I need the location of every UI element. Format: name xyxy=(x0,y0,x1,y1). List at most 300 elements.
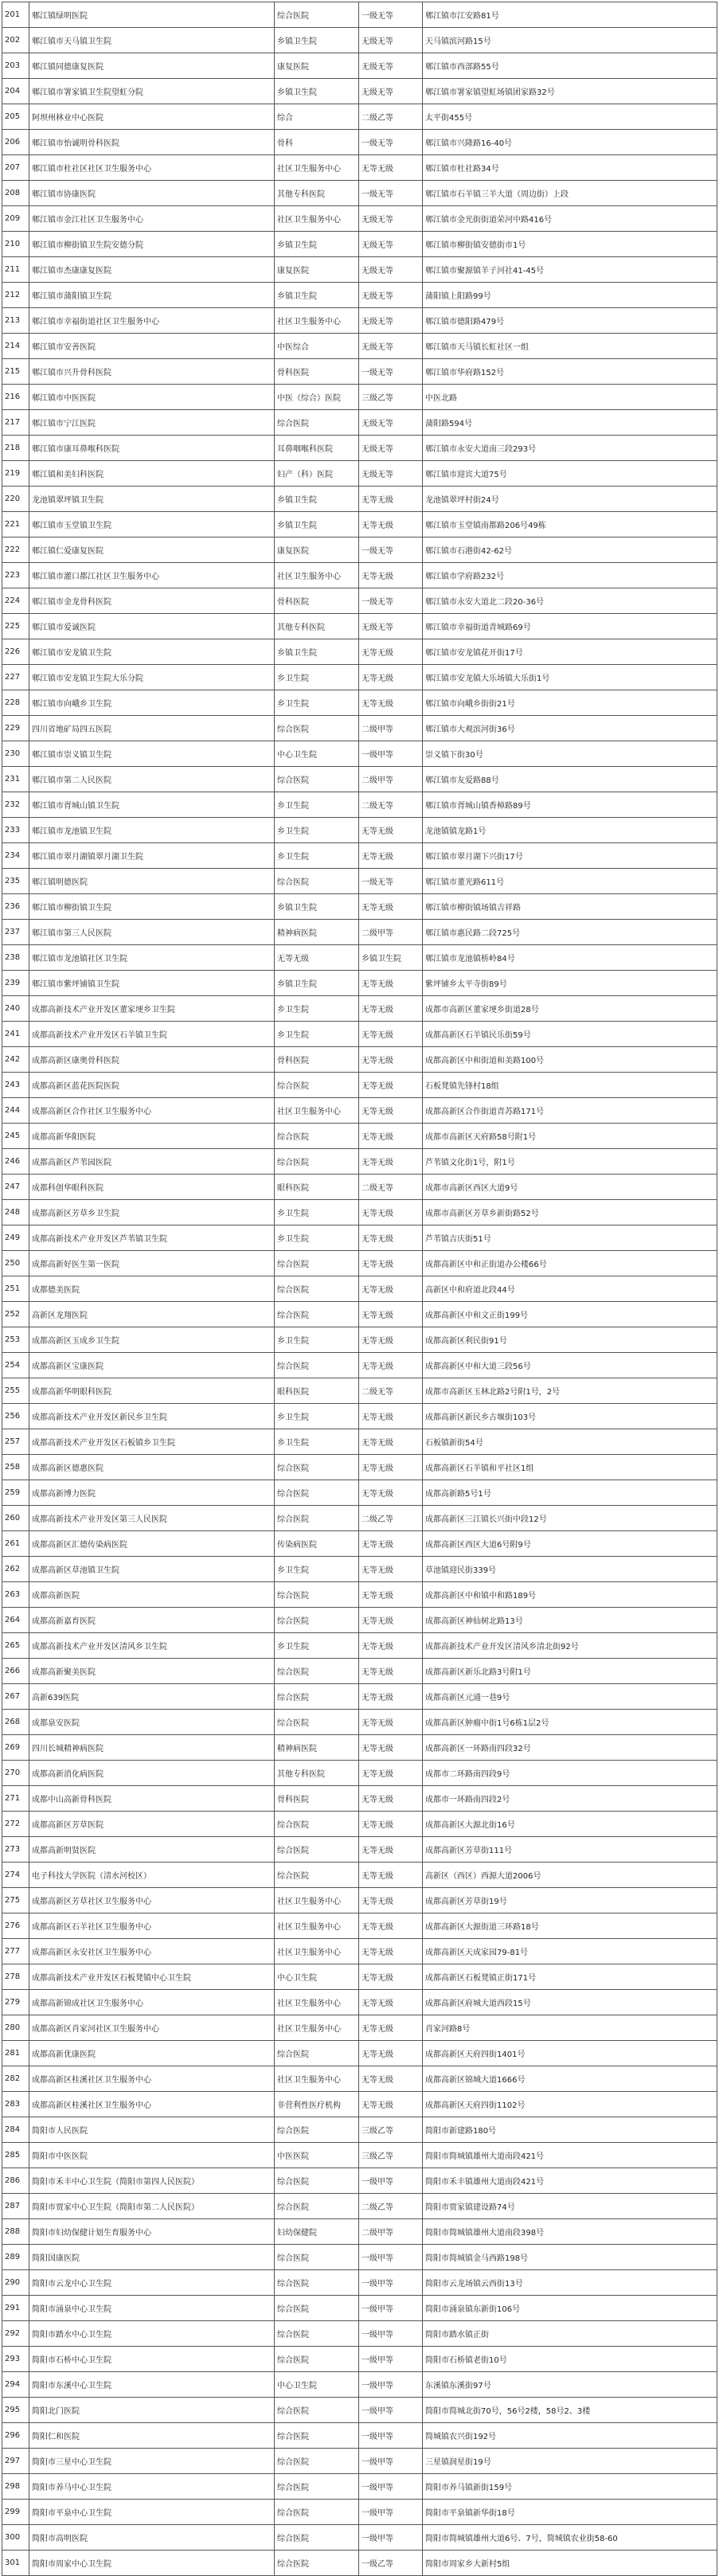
table-row xyxy=(2,2092,717,2117)
hospital-address-cell: 蒲阳路594号 xyxy=(423,410,717,436)
hospital-type-cell: 乡镇卫生院 xyxy=(275,512,359,537)
table-row xyxy=(2,2194,717,2219)
table-row xyxy=(2,410,717,436)
serial-number-cell: 254 xyxy=(2,1353,29,1378)
table-row xyxy=(2,614,717,639)
hospital-name-cell: 阿坝州林业中心医院 xyxy=(29,104,275,130)
table-row xyxy=(2,1863,717,1888)
table-row xyxy=(2,767,717,792)
hospital-type-cell: 精神病医院 xyxy=(275,1735,359,1761)
hospital-address-cell: 草池镇迎民街339号 xyxy=(423,1557,717,1582)
serial-number-cell: 260 xyxy=(2,1506,29,1531)
hospital-address-cell: 成都高新区府城大道西段15号 xyxy=(423,1990,717,2015)
hospital-name-cell: 郫江镇市龙池镇卫生院 xyxy=(29,818,275,843)
hospital-address-cell: 郫江镇市安龙镇大乐场镇大乐街1号 xyxy=(423,665,717,690)
table-row xyxy=(2,2117,717,2143)
hospital-type-cell: 社区卫生服务中心 xyxy=(275,1888,359,1913)
hospital-type-cell: 综合医院 xyxy=(275,1149,359,1175)
hospital-level-cell: 无等无级 xyxy=(359,1913,423,1939)
hospital-type-cell: 中心卫生院 xyxy=(275,2372,359,2398)
hospital-address-cell: 成都高新区元通一巷9号 xyxy=(423,1684,717,1710)
hospital-type-cell: 综合医院 xyxy=(275,1124,359,1149)
hospital-type-cell: 综合医院 xyxy=(275,2423,359,2449)
hospital-name-cell: 成都高新区蓝花医院医院 xyxy=(29,1073,275,1098)
serial-number-cell: 216 xyxy=(2,385,29,410)
hospital-type-cell: 骨科医院 xyxy=(275,1047,359,1073)
serial-number-cell: 209 xyxy=(2,206,29,232)
serial-number-cell: 284 xyxy=(2,2117,29,2143)
hospital-type-cell: 综合医院 xyxy=(275,2296,359,2321)
hospital-name-cell: 郫江镇市金龙骨科医院 xyxy=(29,588,275,614)
hospital-name-cell: 成都高新技术产业开发区董家埂乡卫生院 xyxy=(29,996,275,1022)
hospital-level-cell: 一级无等 xyxy=(359,359,423,385)
table-row xyxy=(2,1812,717,1837)
serial-number-cell: 246 xyxy=(2,1149,29,1175)
hospital-address-cell: 简阳市涌泉镇东新街106号 xyxy=(423,2296,717,2321)
hospital-level-cell: 无等无级 xyxy=(359,1200,423,1225)
hospital-type-cell: 其他专科医院 xyxy=(275,181,359,206)
hospital-type-cell: 其他专科医院 xyxy=(275,1761,359,1786)
hospital-name-cell: 郫江镇市杜社区社区卫生服务中心 xyxy=(29,155,275,181)
hospital-name-cell: 成都高新技术产业开发区第三人民医院 xyxy=(29,1506,275,1531)
table-row xyxy=(2,537,717,563)
serial-number-cell: 250 xyxy=(2,1251,29,1276)
table-row xyxy=(2,2525,717,2551)
serial-number-cell: 273 xyxy=(2,1837,29,1863)
hospital-type-cell: 综合医院 xyxy=(275,2398,359,2423)
serial-number-cell: 253 xyxy=(2,1327,29,1353)
serial-number-cell: 292 xyxy=(2,2321,29,2347)
hospital-address-cell: 郫江镇市翠月湖下兴街17号 xyxy=(423,843,717,869)
serial-number-cell: 247 xyxy=(2,1175,29,1200)
hospital-type-cell: 综合医院 xyxy=(275,1710,359,1735)
table-row xyxy=(2,512,717,537)
hospital-address-cell: 天马镇滨河路15号 xyxy=(423,28,717,53)
hospital-level-cell: 无等无级 xyxy=(359,2041,423,2066)
hospital-name-cell: 四川省地矿局四五医院 xyxy=(29,716,275,741)
table-row xyxy=(2,1149,717,1175)
hospital-address-cell: 成都高新区芳草街111号 xyxy=(423,1837,717,1863)
hospital-type-cell: 综合 xyxy=(275,104,359,130)
serial-number-cell: 296 xyxy=(2,2423,29,2449)
hospital-address-cell: 简阳市简城镇雄州大道6号、7号，简城镇农业街58-60 xyxy=(423,2525,717,2551)
table-row xyxy=(2,1710,717,1735)
hospital-type-cell: 乡镇卫生院 xyxy=(275,283,359,308)
hospital-name-cell: 简阳市中医医院 xyxy=(29,2143,275,2168)
table-row xyxy=(2,1786,717,1812)
hospital-address-cell: 郫江镇市杜社路34号 xyxy=(423,155,717,181)
table-row xyxy=(2,1659,717,1684)
table-row xyxy=(2,2270,717,2296)
serial-number-cell: 212 xyxy=(2,283,29,308)
hospital-address-cell: 成都高新区大源街道三环路18号 xyxy=(423,1913,717,1939)
table-row xyxy=(2,2449,717,2474)
table-row xyxy=(2,1429,717,1455)
table-row xyxy=(2,257,717,283)
serial-number-cell: 290 xyxy=(2,2270,29,2296)
hospital-name-cell: 简阳北门医院 xyxy=(29,2398,275,2423)
hospital-name-cell: 成都高新区桂溪社区卫生服务中心 xyxy=(29,2092,275,2117)
table-row xyxy=(2,563,717,588)
hospital-name-cell: 成都高新技术产业开发区石羊镇卫生院 xyxy=(29,1022,275,1047)
hospital-type-cell: 综合医院 xyxy=(275,2117,359,2143)
hospital-address-cell: 郫江镇市向峨乡街街21号 xyxy=(423,690,717,716)
hospital-name-cell: 郫江镇市爱诚医院 xyxy=(29,614,275,639)
table-row xyxy=(2,1175,717,1200)
serial-number-cell: 228 xyxy=(2,690,29,716)
hospital-level-cell: 一级甲等 xyxy=(359,2321,423,2347)
hospital-address-cell: 太平街455号 xyxy=(423,104,717,130)
serial-number-cell: 280 xyxy=(2,2015,29,2041)
hospital-type-cell: 妇幼保健院 xyxy=(275,2219,359,2245)
hospital-address-cell: 成都高新区天成家园79-81号 xyxy=(423,1939,717,1964)
hospital-type-cell: 乡镇卫生院 xyxy=(275,487,359,512)
table-row xyxy=(2,2551,717,2576)
hospital-name-cell: 成都高新锦成社区卫生服务中心 xyxy=(29,1990,275,2015)
hospital-type-cell: 乡卫生院 xyxy=(275,690,359,716)
hospital-level-cell: 无级无等 xyxy=(359,334,423,359)
table-row xyxy=(2,2500,717,2525)
hospital-type-cell: 乡镇卫生院 xyxy=(275,639,359,665)
serial-number-cell: 276 xyxy=(2,1913,29,1939)
serial-number-cell: 231 xyxy=(2,767,29,792)
hospital-type-cell: 中心卫生院 xyxy=(275,1964,359,1990)
table-row xyxy=(2,283,717,308)
hospital-address-cell: 成都高新区天府四街1401号 xyxy=(423,2041,717,2066)
hospital-type-cell: 综合医院 xyxy=(275,1812,359,1837)
hospital-level-cell: 无等无级 xyxy=(359,1098,423,1124)
hospital-name-cell: 高新639医院 xyxy=(29,1684,275,1710)
serial-number-cell: 249 xyxy=(2,1225,29,1251)
hospital-type-cell: 乡卫生院 xyxy=(275,996,359,1022)
hospital-name-cell: 郫江镇市向峨乡卫生院 xyxy=(29,690,275,716)
hospital-address-cell: 简阳市简城镇雄州大道南段421号 xyxy=(423,2143,717,2168)
hospital-type-cell: 综合医院 xyxy=(275,2,359,28)
hospital-level-cell: 无等无级 xyxy=(359,1710,423,1735)
table-row xyxy=(2,1251,717,1276)
hospital-address-cell: 成都高新区西区大道6号附9号 xyxy=(423,1531,717,1557)
serial-number-cell: 204 xyxy=(2,79,29,104)
hospital-level-cell: 无等无级 xyxy=(359,1608,423,1633)
table-row xyxy=(2,2321,717,2347)
hospital-name-cell: 郫江镇市中医医院 xyxy=(29,385,275,410)
hospital-level-cell: 一级甲等 xyxy=(359,2270,423,2296)
hospital-level-cell: 无等无级 xyxy=(359,1761,423,1786)
hospital-address-cell: 郫江镇市幸福街道青城路69号 xyxy=(423,614,717,639)
table-row xyxy=(2,1302,717,1327)
table-row xyxy=(2,1735,717,1761)
hospital-type-cell: 综合医院 xyxy=(275,767,359,792)
hospital-type-cell: 乡卫生院 xyxy=(275,1327,359,1353)
serial-number-cell: 259 xyxy=(2,1480,29,1506)
hospital-name-cell: 郫江镇市天马镇卫生院 xyxy=(29,28,275,53)
hospital-level-cell: 无等无级 xyxy=(359,1837,423,1863)
hospital-level-cell: 无等无级 xyxy=(359,1939,423,1964)
hospital-address-cell: 成都高新区天府四街1102号 xyxy=(423,2092,717,2117)
hospital-name-cell: 成都高新聚美医院 xyxy=(29,1659,275,1684)
hospital-type-cell: 中医医院 xyxy=(275,2143,359,2168)
serial-number-cell: 293 xyxy=(2,2347,29,2372)
serial-number-cell: 222 xyxy=(2,537,29,563)
serial-number-cell: 236 xyxy=(2,894,29,920)
hospital-type-cell: 综合医院 xyxy=(275,2449,359,2474)
hospital-type-cell: 乡卫生院 xyxy=(275,1633,359,1659)
hospital-type-cell: 综合医院 xyxy=(275,2245,359,2270)
hospital-address-cell: 郫江镇市柳街镇场镇吉祥路 xyxy=(423,894,717,920)
hospital-address-cell: 蒲阳镇上阳路99号 xyxy=(423,283,717,308)
hospital-level-cell: 一级甲等 xyxy=(359,2168,423,2194)
hospital-name-cell: 电子科技大学医院（清水河校区） xyxy=(29,1863,275,1888)
hospital-type-cell: 眼科医院 xyxy=(275,1175,359,1200)
hospital-name-cell: 成都德美医院 xyxy=(29,1276,275,1302)
hospital-address-cell: 郫江镇市德阳路479号 xyxy=(423,308,717,334)
hospital-address-cell: 简阳市简城镇金马西路198号 xyxy=(423,2245,717,2270)
hospital-level-cell: 无级无等 xyxy=(359,461,423,487)
table-row xyxy=(2,104,717,130)
hospital-name-cell: 郫江镇市龙池镇社区卫生院 xyxy=(29,945,275,971)
table-row xyxy=(2,818,717,843)
hospital-name-cell: 郫江镇市崇义镇卫生院 xyxy=(29,741,275,767)
table-row xyxy=(2,1582,717,1608)
table-row xyxy=(2,2372,717,2398)
serial-number-cell: 237 xyxy=(2,920,29,945)
hospital-level-cell: 无等无级 xyxy=(359,1251,423,1276)
table-row xyxy=(2,716,717,741)
table-row xyxy=(2,920,717,945)
hospital-type-cell: 传染病医院 xyxy=(275,1531,359,1557)
hospital-type-cell: 综合医院 xyxy=(275,1506,359,1531)
hospital-level-cell: 二级甲等 xyxy=(359,716,423,741)
hospital-address-cell: 成都市高新区玉林北路2号附1号，2号 xyxy=(423,1378,717,1404)
serial-number-cell: 295 xyxy=(2,2398,29,2423)
table-row xyxy=(2,1073,717,1098)
serial-number-cell: 300 xyxy=(2,2525,29,2551)
table-row xyxy=(2,232,717,257)
hospital-name-cell: 高新区龙翔医院 xyxy=(29,1302,275,1327)
table-row xyxy=(2,79,717,104)
hospital-level-cell: 无等无级 xyxy=(359,155,423,181)
serial-number-cell: 202 xyxy=(2,28,29,53)
serial-number-cell: 283 xyxy=(2,2092,29,2117)
serial-number-cell: 229 xyxy=(2,716,29,741)
hospital-name-cell: 成都高新区汇德传染病医院 xyxy=(29,1531,275,1557)
hospital-type-cell: 社区卫生服务中心 xyxy=(275,2015,359,2041)
hospital-address-cell: 郫江镇市华府路152号 xyxy=(423,359,717,385)
hospital-name-cell: 简阳市贾家中心卫生院（简阳市第二人民医院） xyxy=(29,2194,275,2219)
hospital-address-cell: 成都高新区中和大道三段56号 xyxy=(423,1353,717,1378)
hospital-address-cell: 成都高新区大源北街16号 xyxy=(423,1812,717,1837)
serial-number-cell: 213 xyxy=(2,308,29,334)
table-row xyxy=(2,2143,717,2168)
hospital-level-cell: 无等无级 xyxy=(359,971,423,996)
hospital-address-cell: 简阳市简城北街70号，56号2楼，58号2、3楼 xyxy=(423,2398,717,2423)
serial-number-cell: 208 xyxy=(2,181,29,206)
hospital-address-cell: 简阳市周家乡大新村5组 xyxy=(423,2551,717,2576)
table-row xyxy=(2,639,717,665)
serial-number-cell: 272 xyxy=(2,1812,29,1837)
hospital-type-cell: 综合医院 xyxy=(275,1073,359,1098)
hospital-type-cell: 社区卫生服务中心 xyxy=(275,206,359,232)
serial-number-cell: 201 xyxy=(2,2,29,28)
serial-number-cell: 271 xyxy=(2,1786,29,1812)
hospital-level-cell: 无级无等 xyxy=(359,614,423,639)
hospital-type-cell: 康复医院 xyxy=(275,257,359,283)
hospital-name-cell: 郫江镇市柳街镇卫生院 xyxy=(29,894,275,920)
hospital-address-cell: 石板凳镇先锋村18组 xyxy=(423,1073,717,1098)
serial-number-cell: 257 xyxy=(2,1429,29,1455)
serial-number-cell: 288 xyxy=(2,2219,29,2245)
table-row xyxy=(2,28,717,53)
hospital-level-cell: 无级无等 xyxy=(359,206,423,232)
hospital-name-cell: 成都高新明贤医院 xyxy=(29,1837,275,1863)
hospital-level-cell: 无等无级 xyxy=(359,1863,423,1888)
hospital-address-cell: 东溪镇东溪街97号 xyxy=(423,2372,717,2398)
hospital-table xyxy=(2,2,717,2576)
hospital-level-cell: 无等无级 xyxy=(359,843,423,869)
hospital-name-cell: 简阳市周家中心卫生院 xyxy=(29,2551,275,2576)
hospital-name-cell: 成都高新区宝康医院 xyxy=(29,1353,275,1378)
hospital-address-cell: 成都市一环路南四段2号 xyxy=(423,1786,717,1812)
hospital-name-cell: 简阳市三星中心卫生院 xyxy=(29,2449,275,2474)
hospital-type-cell: 综合医院 xyxy=(275,1302,359,1327)
serial-number-cell: 207 xyxy=(2,155,29,181)
table-row xyxy=(2,181,717,206)
hospital-address-cell: 郫江镇市石羊镇三羊大道（周边街）上段 xyxy=(423,181,717,206)
hospital-type-cell: 综合医院 xyxy=(275,1455,359,1480)
serial-number-cell: 265 xyxy=(2,1633,29,1659)
hospital-level-cell: 无等无级 xyxy=(359,1531,423,1557)
hospital-type-cell: 乡镇卫生院 xyxy=(275,232,359,257)
hospital-level-cell: 乡镇卫生院 xyxy=(359,945,423,971)
hospital-type-cell: 乡卫生院 xyxy=(275,818,359,843)
hospital-level-cell: 无等无级 xyxy=(359,665,423,690)
hospital-type-cell: 中医综合 xyxy=(275,334,359,359)
table-row xyxy=(2,741,717,767)
table-row xyxy=(2,1531,717,1557)
serial-number-cell: 298 xyxy=(2,2474,29,2500)
hospital-level-cell: 二级甲等 xyxy=(359,2219,423,2245)
hospital-type-cell: 社区卫生服务中心 xyxy=(275,1939,359,1964)
serial-number-cell: 261 xyxy=(2,1531,29,1557)
serial-number-cell: 226 xyxy=(2,639,29,665)
table-row xyxy=(2,1047,717,1073)
hospital-level-cell: 三级乙等 xyxy=(359,2117,423,2143)
hospital-level-cell: 无等无级 xyxy=(359,1073,423,1098)
table-row xyxy=(2,436,717,461)
hospital-type-cell: 综合医院 xyxy=(275,1353,359,1378)
hospital-type-cell: 社区卫生服务中心 xyxy=(275,1990,359,2015)
table-row xyxy=(2,308,717,334)
serial-number-cell: 233 xyxy=(2,818,29,843)
table-row xyxy=(2,1276,717,1302)
hospital-address-cell: 郫江镇市友爱路88号 xyxy=(423,767,717,792)
table-row xyxy=(2,2219,717,2245)
hospital-address-cell: 高新区中和府道北段44号 xyxy=(423,1276,717,1302)
hospital-type-cell: 综合医院 xyxy=(275,1276,359,1302)
hospital-type-cell: 社区卫生服务中心 xyxy=(275,2066,359,2092)
hospital-name-cell: 郫江镇和美妇科医院 xyxy=(29,461,275,487)
hospital-type-cell: 骨科医院 xyxy=(275,1786,359,1812)
table-row xyxy=(2,1124,717,1149)
hospital-name-cell: 简阳市石桥中心卫生院 xyxy=(29,2347,275,2372)
hospital-name-cell: 成都高新区芳草社区卫生服务中心 xyxy=(29,1888,275,1913)
hospital-address-cell: 简阳市养马镇新街159号 xyxy=(423,2474,717,2500)
hospital-type-cell: 乡卫生院 xyxy=(275,1022,359,1047)
hospital-address-cell: 简阳市云龙场镇云西街13号 xyxy=(423,2270,717,2296)
table-row xyxy=(2,1506,717,1531)
hospital-level-cell: 无级无等 xyxy=(359,283,423,308)
hospital-type-cell: 乡卫生院 xyxy=(275,1200,359,1225)
hospital-name-cell: 简阳市高明医院 xyxy=(29,2525,275,2551)
hospital-level-cell: 一级甲等 xyxy=(359,2398,423,2423)
hospital-name-cell: 成都高新好医生第一医院 xyxy=(29,1251,275,1276)
hospital-name-cell: 郫江镇市灌口都江社区卫生服务中心 xyxy=(29,563,275,588)
hospital-address-cell: 成都高新区锦城大道1666号 xyxy=(423,2066,717,2092)
hospital-type-cell: 无等无级 xyxy=(275,945,359,971)
hospital-level-cell: 无级无等 xyxy=(359,308,423,334)
table-row xyxy=(2,1990,717,2015)
hospital-address-cell: 郫江镇市永安大道南三段293号 xyxy=(423,436,717,461)
hospital-address-cell: 成都高新区新乐北路3号附1号 xyxy=(423,1659,717,1684)
serial-number-cell: 234 xyxy=(2,843,29,869)
hospital-type-cell: 社区卫生服务中心 xyxy=(275,563,359,588)
serial-number-cell: 255 xyxy=(2,1378,29,1404)
serial-number-cell: 227 xyxy=(2,665,29,690)
hospital-address-cell: 成都高新区石板凳镇正街171号 xyxy=(423,1964,717,1990)
serial-number-cell: 218 xyxy=(2,436,29,461)
hospital-type-cell: 妇产（科）医院 xyxy=(275,461,359,487)
hospital-name-cell: 成都高新博力医院 xyxy=(29,1480,275,1506)
serial-number-cell: 244 xyxy=(2,1098,29,1124)
hospital-name-cell: 郫江镇市安龙镇卫生院 xyxy=(29,639,275,665)
hospital-type-cell: 乡卫生院 xyxy=(275,1557,359,1582)
hospital-name-cell: 成都高新技术产业开发区石板凳镇中心卫生院 xyxy=(29,1964,275,1990)
hospital-name-cell: 四川长城精神病医院 xyxy=(29,1735,275,1761)
hospital-type-cell: 综合医院 xyxy=(275,2347,359,2372)
hospital-name-cell: 成都高新技术产业开发区清风乡卫生院 xyxy=(29,1633,275,1659)
serial-number-cell: 281 xyxy=(2,2041,29,2066)
hospital-name-cell: 成都高新技术产业开发区芦苇镇卫生院 xyxy=(29,1225,275,1251)
hospital-name-cell: 简阳市东溪中心卫生院 xyxy=(29,2372,275,2398)
serial-number-cell: 274 xyxy=(2,1863,29,1888)
hospital-address-cell: 成都高新区中和街道和美路100号 xyxy=(423,1047,717,1073)
hospital-name-cell: 郫江镇市玉堂镇卫生院 xyxy=(29,512,275,537)
table-row xyxy=(2,1098,717,1124)
hospital-type-cell: 乡镇卫生院 xyxy=(275,971,359,996)
serial-number-cell: 217 xyxy=(2,410,29,436)
hospital-type-cell: 康复医院 xyxy=(275,53,359,79)
hospital-type-cell: 耳鼻咽喉科医院 xyxy=(275,436,359,461)
serial-number-cell: 245 xyxy=(2,1124,29,1149)
table-row xyxy=(2,1378,717,1404)
table-row xyxy=(2,1225,717,1251)
hospital-name-cell: 郫江镇市安善医院 xyxy=(29,334,275,359)
serial-number-cell: 224 xyxy=(2,588,29,614)
hospital-name-cell: 简阳市云龙中心卫生院 xyxy=(29,2270,275,2296)
hospital-level-cell: 无等无级 xyxy=(359,1149,423,1175)
hospital-type-cell: 骨科医院 xyxy=(275,588,359,614)
hospital-address-cell: 成都市高新区天府路58号附1号 xyxy=(423,1124,717,1149)
hospital-address-cell: 郫江镇市聚源镇羊子河社41-45号 xyxy=(423,257,717,283)
serial-number-cell: 282 xyxy=(2,2066,29,2092)
hospital-table-body xyxy=(2,2,717,2576)
hospital-type-cell: 综合医院 xyxy=(275,716,359,741)
hospital-type-cell: 康复医院 xyxy=(275,537,359,563)
hospital-name-cell: 成都高新区芳草乡卫生院 xyxy=(29,1200,275,1225)
hospital-address-cell: 成都高新区合作街道青苏路171号 xyxy=(423,1098,717,1124)
table-row xyxy=(2,792,717,818)
hospital-address-cell: 简阳市踏水镇正街 xyxy=(423,2321,717,2347)
